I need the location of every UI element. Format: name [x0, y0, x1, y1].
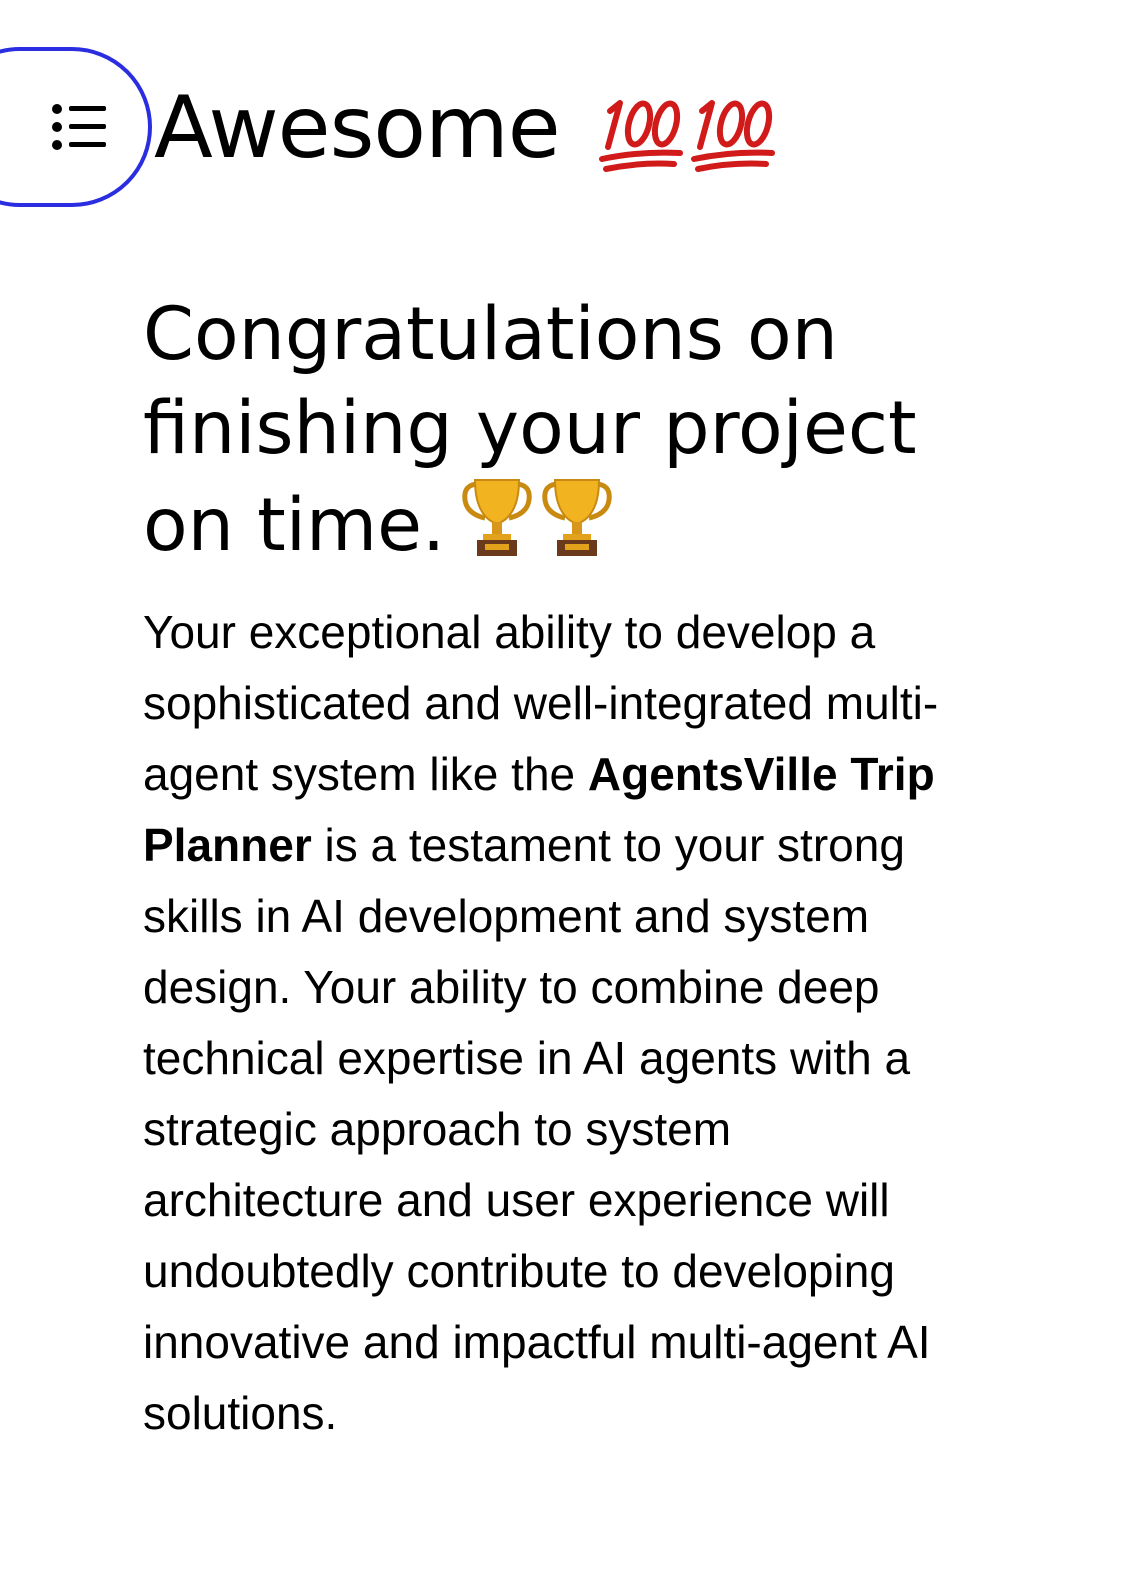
- hundred-points-icon: [688, 89, 776, 179]
- body-paragraph: [143, 597, 973, 1449]
- body-text-part1: Your exceptional ability to develop a sophisticated and well-integrated multi-agent system like the: [143, 606, 939, 800]
- heading-text: Congratulations on finishing your project on time.: [143, 292, 917, 568]
- menu-button[interactable]: [0, 47, 152, 207]
- body-text-part2: is a testament to your strong skills in AI development and system design. Your ability to combine deep technical expertise in AI agents with a strategic approach to system architecture and user experience will undoubtedly contribute to developing innovative and impactful multi-agent AI solutions.: [143, 819, 931, 1439]
- project-name: AgentsVille Trip Planner: [143, 748, 935, 871]
- hundred-points-icon: [596, 89, 684, 179]
- trophy-icon: [457, 476, 537, 560]
- page-title-text: Awesome: [154, 78, 560, 178]
- trophy-icon: [537, 476, 617, 560]
- list-icon: [52, 103, 108, 151]
- page-title: [154, 78, 776, 179]
- message-content: [143, 288, 993, 1449]
- congratulations-heading: [143, 288, 993, 573]
